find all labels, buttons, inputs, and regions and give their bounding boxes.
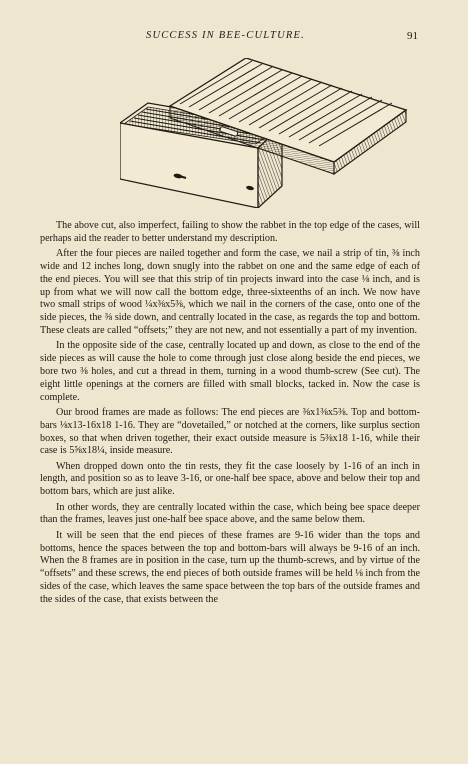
bee-hive-case-illustration [120,58,420,208]
paragraph: The above cut, also imperfect, failing to show the rabbet in the top edge of the cases, will perhaps aid the reader to better understand my description. [40,220,420,244]
paragraph: In other words, they are centrally located within the case, which being bee space deeper than the frames, leaves just one-half bee space above, and the same below them. [40,501,420,526]
paragraph: Our brood frames are made as follows: The end pieces are ⅜x1⅜x5⅜. Top and bottom-bars ⅛x13-16x18 1-16. They are “dovetailed,” or notched at the corners, like surplus section boxes, so that when driven together, their exact outside measure is 5⅜x18 1-16, while their case is 5⅝x18¼, inside measure. [40,406,420,457]
paragraph: After the four pieces are nailed together and form the case, we nail a strip of tin, ⅜ inch wide and 12 inches long, down snugly into the rabbet on one and the same edge of each of the end pieces. You will see that this strip of tin projects inward into the case ⅛ inch, and is up from what we will now call the bottom edge, three-sixteenths of an inch. We now have two small strips of wood ¼x⅜x5⅜, which we nail in the corners of the case, onto one of the side pieces, the ⅜ side down, and centrally located in the case, as regards the top and bottom. These cleats are called “offsets;” they are not new, and not essentially a part of my invention. [40,248,420,336]
paragraph: When dropped down onto the tin rests, they fit the case loosely by 1-16 of an inch in length, and position so as to leave 3-16, or one-half bee space, above and below their top and bottom bars, which are just alike. [40,460,420,498]
page-number: 91 [407,30,418,42]
paragraph: In the opposite side of the case, centrally located up and down, as close to the end of the side pieces as will cause the hole to come through just close along beside the end pieces, we bore two ⅜ holes, and cut a thread in them, turning in a wood thumb-screw (See cut). The eight little openings at the corners are filled with small blocks, tacked in. Now the case is complete. [40,340,420,403]
running-title: SUCCESS IN BEE-CULTURE. [146,30,305,41]
page-header [0,30,468,46]
body-text [40,220,420,609]
paragraph: It will be seen that the end pieces of these frames are 9-16 wider than the tops and bottoms, hence the spaces between the top and bottom-bars will always be 9-16 of an inch. When the 8 frames are in position in the case, turn up the thumb-screws, and by virtue of the “offsets” and these screws, the end pieces of both outside frames will be held ⅛ inch from the sides of the case, which leaves the same space between the top bars of the outside frames and the sides of the case, that exists between the [40,529,420,605]
